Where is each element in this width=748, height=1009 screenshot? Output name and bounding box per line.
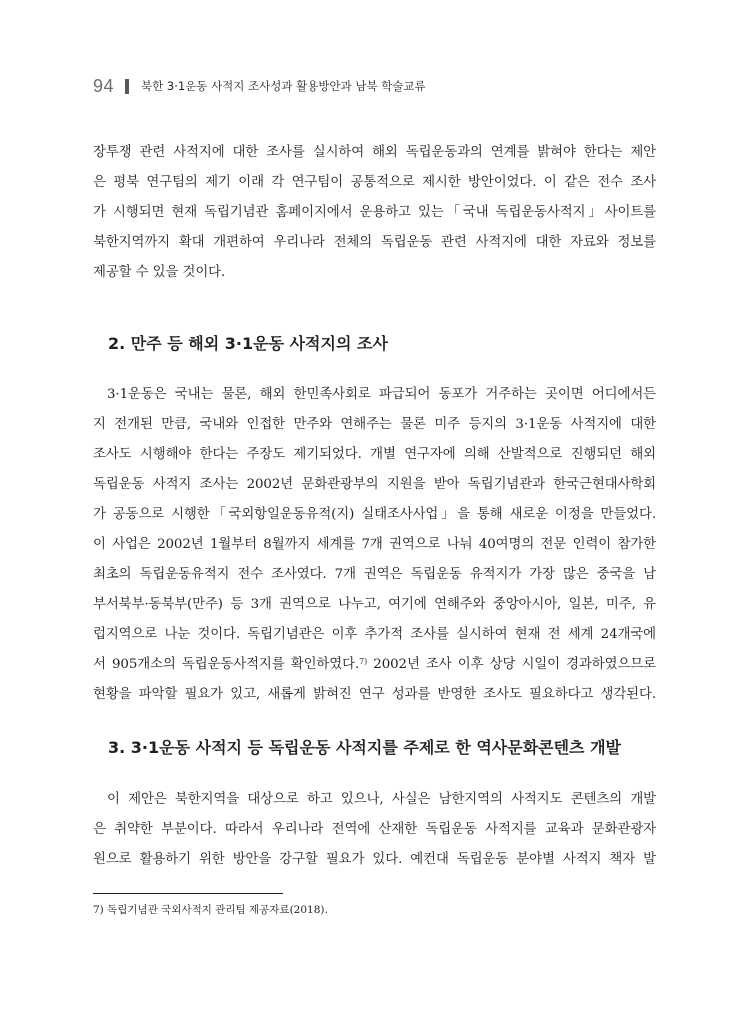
footnote-reference[interactable]: 7)	[359, 657, 368, 666]
section-heading-2: 2. 만주 등 해외 3·1운동 사적지의 조사	[108, 334, 388, 353]
footnote-divider	[93, 893, 283, 894]
text-line: 이 제안은 북한지역을 대상으로 하고 있으나, 사실은 남한지역의 사적지도 콘텐츠의 개발	[107, 792, 656, 807]
text-line: 3·1운동은 국내는 물론, 해외 한민족사회로 파급되어 동포가 거주하는 곳이면 어디에서든	[107, 387, 656, 402]
text-line: 가 시행되면 현재 독립기념관 홈페이지에서 운용하고 있는「국내 독립운동사적지」사이트를	[93, 205, 656, 220]
running-header-title: 북한 3·1운동 사적지 조사성과 활용방안과 남북 학술교류	[141, 79, 426, 93]
text-line: 은 취약한 부분이다. 따라서 우리나라 전역에 산재한 독립운동 사적지를 교육과 문화관광자	[93, 822, 656, 837]
text-line: 북한지역까지 확대 개편하여 우리나라 전체의 독립운동 관련 사적지에 대한 자료와 정보를	[93, 235, 656, 250]
text-segment: 2002년 조사 이후 상당 시일이 경과하였으므로	[373, 657, 656, 672]
running-header	[93, 74, 426, 98]
text-line: 제공할 수 있을 것이다.	[93, 265, 226, 280]
text-line: 현황을 파악할 필요가 있고, 새롭게 밝혀진 연구 성과를 반영한 조사도 필요하다고 생각된다.	[93, 687, 656, 702]
text-line: 럽지역으로 나눈 것이다. 독립기념관은 이후 추가적 조사를 실시하여 현재 전 세계 24개국에	[93, 627, 656, 642]
text-line: 지 전개된 만큼, 국내와 인접한 만주와 연해주는 물론 미주 등지의 3·1운동 사적지에 대한	[93, 417, 656, 432]
paragraph-continued	[93, 138, 656, 288]
text-line: 이 사업은 2002년 1월부터 8월까지 세계를 7개 권역으로 나눠 40여명의 전문 인력이 참가한	[93, 537, 656, 552]
text-segment: 서 905개소의 독립운동사적지를 확인하였다.	[93, 657, 360, 672]
text-line: 원으로 활용하기 위한 방안을 강구할 필요가 있다. 예컨대 독립운동 분야별 사적지 책자 발	[93, 852, 656, 867]
text-line: 조사도 시행해야 한다는 주장도 제기되었다. 개별 연구자에 의해 산발적으로 진행되던 해외	[93, 447, 656, 462]
footnote	[93, 902, 328, 917]
header-divider-bar	[125, 79, 129, 94]
footnote-text: 독립기념관 국외사적지 관리팀 제공자료(2018).	[107, 904, 328, 916]
text-line: 독립운동 사적지 조사는 2002년 문화관광부의 지원을 받아 독립기념관과 한국근현대사학회	[93, 477, 656, 492]
text-line: 은 평북 연구팀의 제기 이래 각 연구팀이 공통적으로 제시한 방안이었다. 이 같은 전수 조사	[93, 175, 656, 190]
section-2-paragraph	[93, 380, 656, 710]
text-line: 장투쟁 관련 사적지에 대한 조사를 실시하여 해외 독립운동과의 연계를 밝혀야 한다는 제안	[93, 145, 656, 160]
text-line: 가 공동으로 시행한「국외항일운동유적(지) 실태조사사업」을 통해 새로운 이정을 만들었다.	[93, 507, 656, 522]
section-heading-3: 3. 3·1운동 사적지 등 독립운동 사적지를 주제로 한 역사문화콘텐츠 개발	[108, 738, 622, 757]
section-3-paragraph	[93, 785, 656, 875]
text-line: 부서북부·동북부(만주) 등 3개 권역으로 나누고, 여기에 연해주와 중앙아시아, 일본, 미주, 유	[93, 597, 656, 612]
page-number: 94	[93, 75, 115, 96]
text-line-with-footnote	[93, 650, 656, 680]
footnote-marker: 7)	[93, 904, 104, 916]
text-line: 최초의 독립운동유적지 전수 조사였다. 7개 권역은 독립운동 유적지가 가장 많은 중국을 남	[93, 567, 656, 582]
